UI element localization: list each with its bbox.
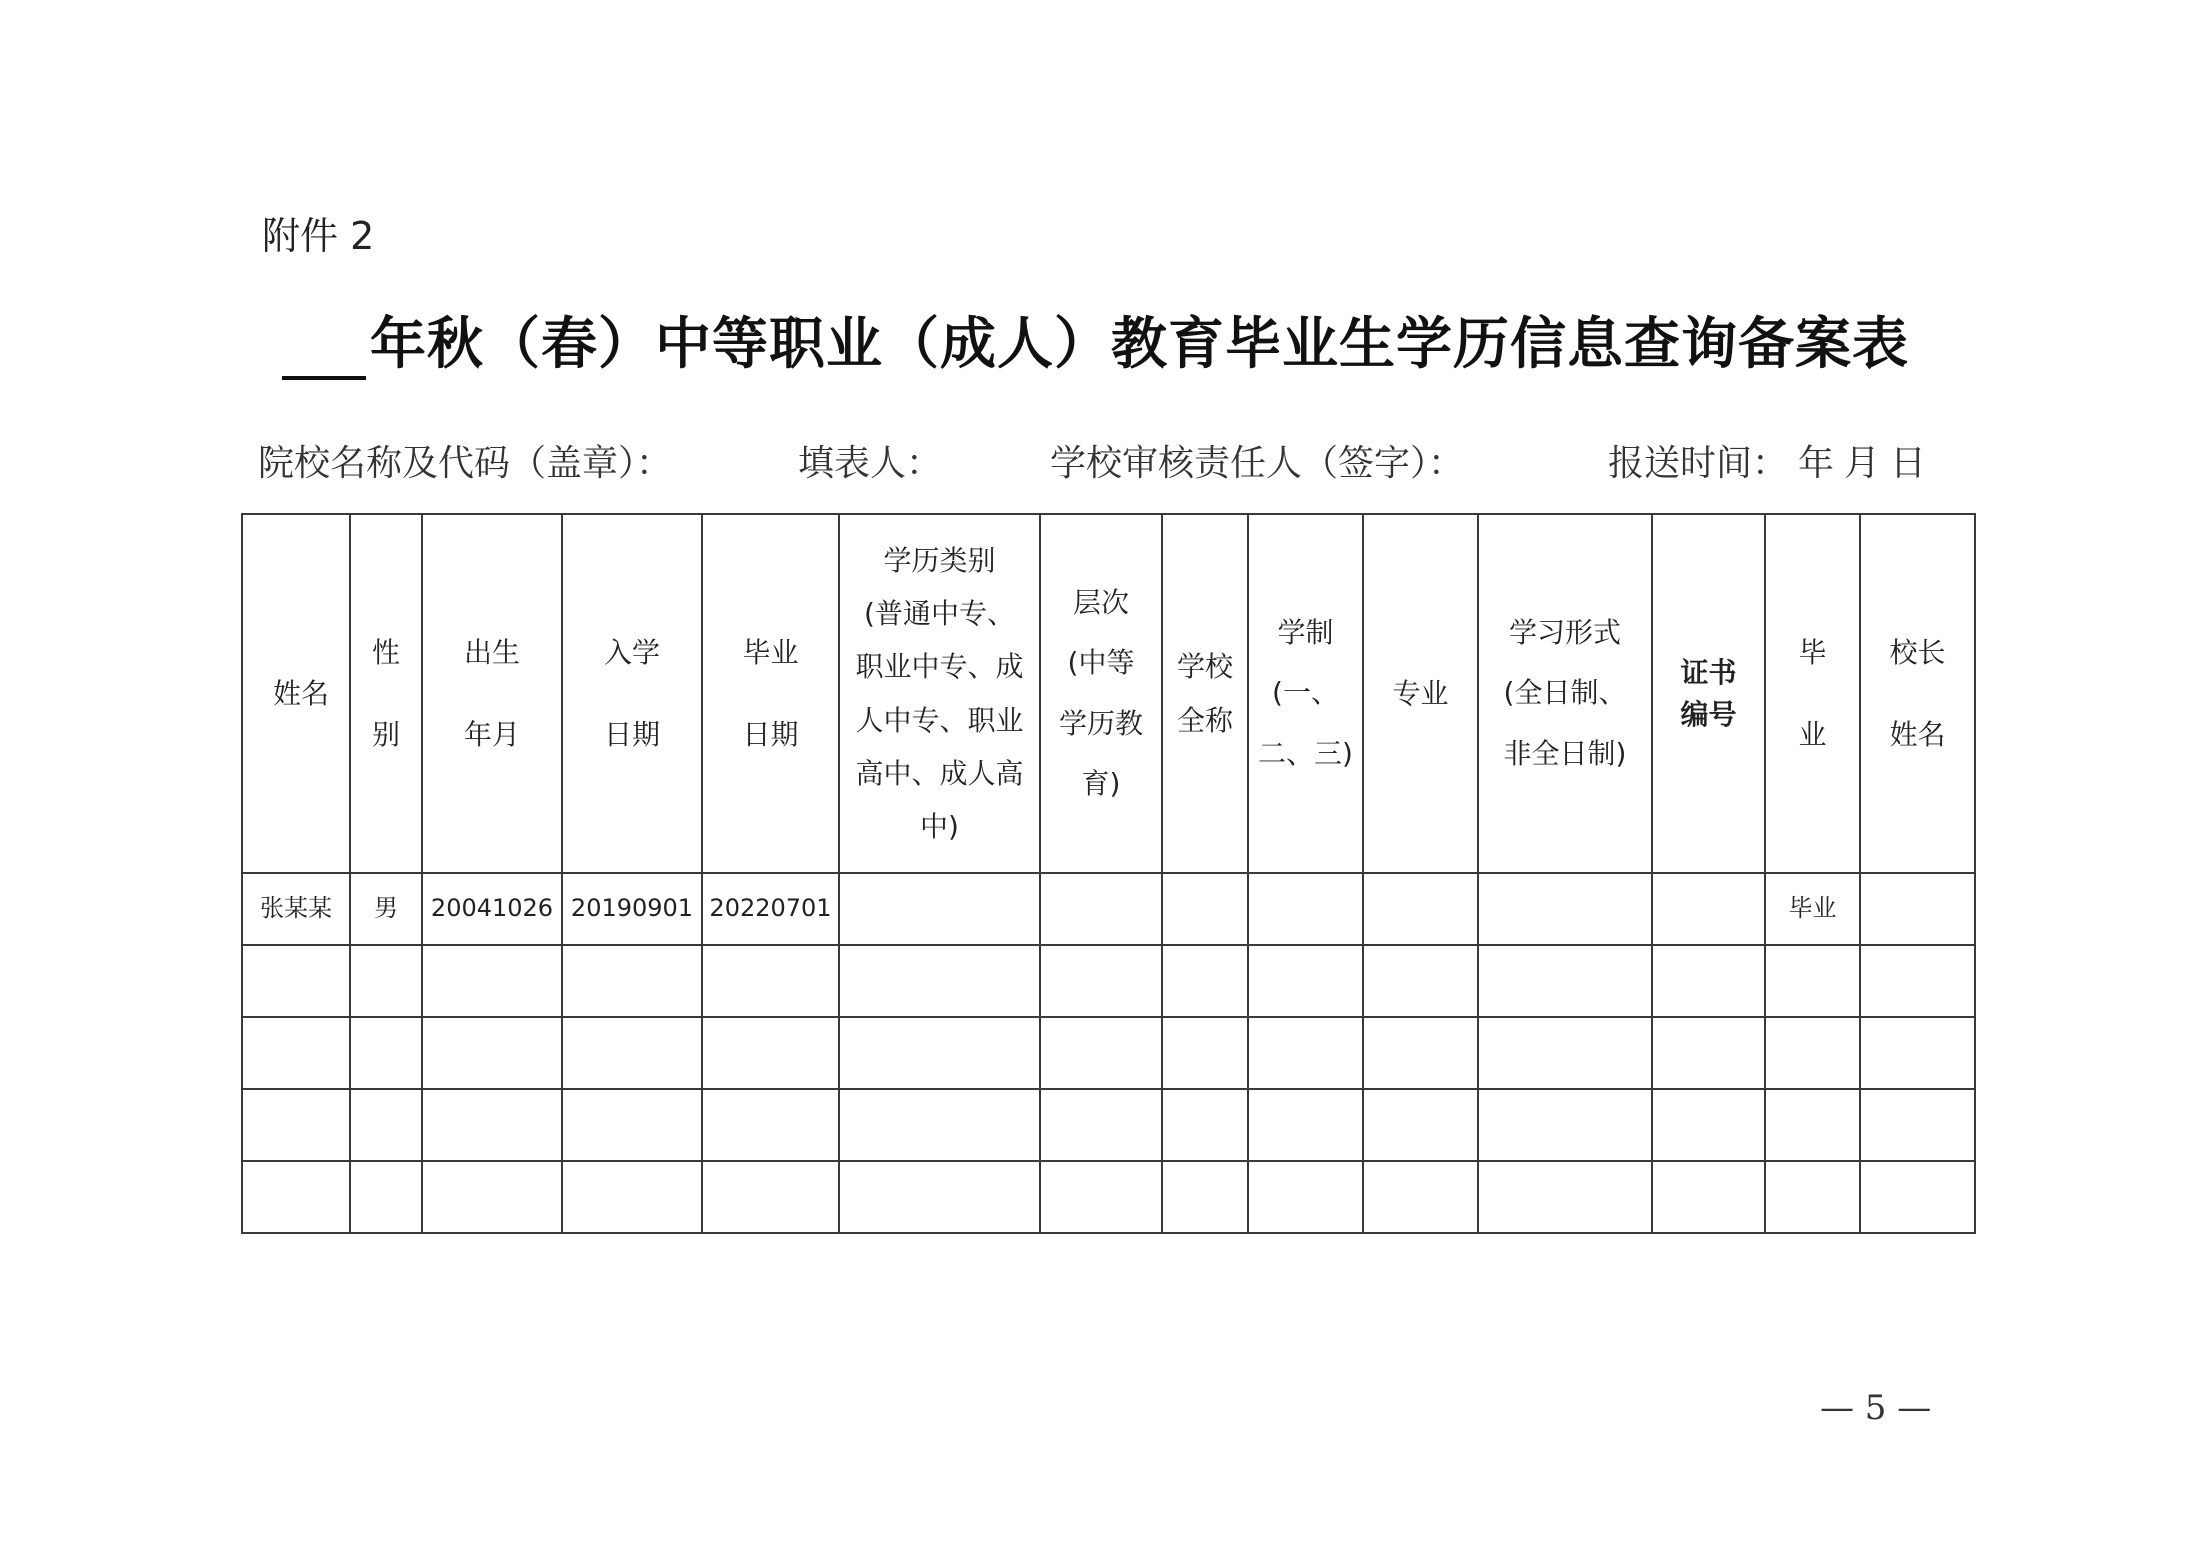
cell-category[interactable] <box>839 1161 1040 1233</box>
cell-level[interactable] <box>1040 1089 1162 1161</box>
cell-principal[interactable] <box>1860 1089 1975 1161</box>
cell-enroll[interactable] <box>562 945 702 1017</box>
cell-name[interactable] <box>242 1017 350 1089</box>
cell-status[interactable]: 毕业 <box>1765 873 1860 945</box>
header-row <box>242 514 1975 873</box>
cell-school[interactable] <box>1162 945 1248 1017</box>
header-line: 学制 <box>1277 616 1334 650</box>
page-number: — 5 — <box>1820 1388 1932 1428</box>
cell-level[interactable] <box>1040 945 1162 1017</box>
cell-study-form[interactable] <box>1478 1089 1652 1161</box>
cell-graduate[interactable]: 20220701 <box>702 873 839 945</box>
reviewer-field: 学校审核责任人（签字）： <box>1050 443 1465 484</box>
date-day: 日 <box>1890 443 1927 484</box>
cell-certificate[interactable] <box>1652 1017 1765 1089</box>
header-line: 证书 <box>1680 655 1737 689</box>
header-graduate-date <box>702 514 839 873</box>
header-line: (一、 <box>1272 676 1339 710</box>
cell-graduate[interactable] <box>702 945 839 1017</box>
cell-major[interactable] <box>1363 1089 1478 1161</box>
cell-principal[interactable] <box>1860 945 1975 1017</box>
header-name <box>242 514 350 873</box>
cell-principal[interactable] <box>1860 873 1975 945</box>
header-line: 日期 <box>603 717 660 751</box>
header-line: 别 <box>371 717 400 751</box>
header-duration <box>1248 514 1363 873</box>
header-line: 业 <box>1798 717 1827 751</box>
cell-enroll[interactable] <box>562 1017 702 1089</box>
header-education-category <box>839 514 1040 873</box>
header-graduation-status <box>1765 514 1860 873</box>
cell-birth[interactable] <box>422 1161 562 1233</box>
cell-graduate[interactable] <box>702 1089 839 1161</box>
cell-major[interactable] <box>1363 945 1478 1017</box>
cell-study-form[interactable] <box>1478 1017 1652 1089</box>
cell-enroll[interactable] <box>562 1089 702 1161</box>
year-blank[interactable] <box>282 324 366 380</box>
form-title-wrap <box>282 300 1982 380</box>
header-school-name <box>1162 514 1248 873</box>
cell-birth[interactable] <box>422 1017 562 1089</box>
cell-level[interactable] <box>1040 1161 1162 1233</box>
cell-principal[interactable] <box>1860 1017 1975 1089</box>
cell-school[interactable] <box>1162 1017 1248 1089</box>
date-year: 年 <box>1798 443 1835 484</box>
header-line: 日期 <box>742 717 799 751</box>
cell-category[interactable] <box>839 873 1040 945</box>
header-line: 人中专、职业 <box>855 703 1024 737</box>
cell-certificate[interactable] <box>1652 1161 1765 1233</box>
header-line: 高中、成人高 <box>855 756 1024 790</box>
cell-school[interactable] <box>1162 873 1248 945</box>
cell-study-form[interactable] <box>1478 1161 1652 1233</box>
header-enroll-date <box>562 514 702 873</box>
cell-status[interactable] <box>1765 945 1860 1017</box>
cell-status[interactable] <box>1765 1017 1860 1089</box>
table-row <box>242 945 1975 1017</box>
header-line: 姓名 <box>1889 717 1946 751</box>
header-line: 二、三) <box>1258 736 1353 770</box>
cell-birth[interactable]: 20041026 <box>422 873 562 945</box>
cell-name[interactable] <box>242 1089 350 1161</box>
header-line: 毕 <box>1798 636 1827 670</box>
header-line: 年月 <box>463 717 520 751</box>
cell-enroll[interactable] <box>562 1161 702 1233</box>
header-study-form <box>1478 514 1652 873</box>
cell-duration[interactable] <box>1248 873 1363 945</box>
header-line: 学校 <box>1176 650 1233 684</box>
header-line: 编号 <box>1680 697 1737 731</box>
cell-duration[interactable] <box>1248 1089 1363 1161</box>
header-line: 学历类别 <box>883 543 996 577</box>
cell-status[interactable] <box>1765 1161 1860 1233</box>
table-row <box>242 1161 1975 1233</box>
cell-major[interactable] <box>1363 873 1478 945</box>
header-line: 层次 <box>1072 586 1129 620</box>
cell-enroll[interactable]: 20190901 <box>562 873 702 945</box>
cell-duration[interactable] <box>1248 1017 1363 1089</box>
form-title: 年秋（春）中等职业（成人）教育毕业生学历信息查询备案表 <box>370 312 1909 377</box>
cell-status[interactable] <box>1765 1089 1860 1161</box>
header-gender <box>350 514 422 873</box>
cell-certificate[interactable] <box>1652 1089 1765 1161</box>
header-line: (普通中专、 <box>864 597 1015 631</box>
cell-major[interactable] <box>1363 1161 1478 1233</box>
header-line: (全日制、 <box>1503 676 1627 710</box>
header-line: 专业 <box>1392 676 1449 710</box>
header-line: 中) <box>920 809 959 843</box>
cell-duration[interactable] <box>1248 1161 1363 1233</box>
cell-duration[interactable] <box>1248 945 1363 1017</box>
header-line: (中等 <box>1067 646 1135 680</box>
cell-name[interactable] <box>242 1161 350 1233</box>
table-row <box>242 873 1975 945</box>
header-major <box>1363 514 1478 873</box>
cell-category[interactable] <box>839 1089 1040 1161</box>
cell-major[interactable] <box>1363 1017 1478 1089</box>
cell-gender[interactable] <box>350 945 422 1017</box>
cell-school[interactable] <box>1162 1089 1248 1161</box>
cell-birth[interactable] <box>422 945 562 1017</box>
cell-name[interactable] <box>242 945 350 1017</box>
cell-certificate[interactable] <box>1652 945 1765 1017</box>
header-line: 学习形式 <box>1508 616 1621 650</box>
header-certificate <box>1652 514 1765 873</box>
submission-date-field <box>1608 435 1936 486</box>
header-line: 校长 <box>1889 636 1946 670</box>
cell-gender[interactable] <box>350 1161 422 1233</box>
cell-graduate[interactable] <box>702 1017 839 1089</box>
header-line: 姓名 <box>272 676 329 710</box>
attachment-label: 附件 2 <box>262 214 375 258</box>
header-principal <box>1860 514 1975 873</box>
record-table <box>241 513 1976 1234</box>
header-line: 出生 <box>463 636 520 670</box>
cell-study-form[interactable] <box>1478 945 1652 1017</box>
cell-gender[interactable] <box>350 1017 422 1089</box>
cell-study-form[interactable] <box>1478 873 1652 945</box>
header-line: 毕业 <box>742 636 799 670</box>
header-line: 非全日制) <box>1503 736 1627 770</box>
header-line: 全称 <box>1176 703 1233 737</box>
cell-level[interactable] <box>1040 1017 1162 1089</box>
cell-category[interactable] <box>839 1017 1040 1089</box>
cell-graduate[interactable] <box>702 1161 839 1233</box>
cell-level[interactable] <box>1040 873 1162 945</box>
filler-field: 填表人： <box>798 443 943 484</box>
cell-gender[interactable] <box>350 1089 422 1161</box>
header-line: 性 <box>371 636 400 670</box>
school-name-field: 院校名称及代码（盖章）： <box>258 443 673 484</box>
cell-certificate[interactable] <box>1652 873 1765 945</box>
submission-date-label: 报送时间： <box>1608 443 1789 484</box>
date-month: 月 <box>1844 443 1881 484</box>
header-line: 职业中专、成 <box>855 650 1024 684</box>
cell-principal[interactable] <box>1860 1161 1975 1233</box>
header-line: 学历教 <box>1058 706 1143 740</box>
cell-category[interactable] <box>839 945 1040 1017</box>
table-row <box>242 1017 1975 1089</box>
header-level <box>1040 514 1162 873</box>
header-line: 入学 <box>603 636 660 670</box>
cell-birth[interactable] <box>422 1089 562 1161</box>
cell-gender[interactable]: 男 <box>350 873 422 945</box>
header-birth <box>422 514 562 873</box>
cell-school[interactable] <box>1162 1161 1248 1233</box>
header-line: 育) <box>1081 766 1121 800</box>
table-row <box>242 1089 1975 1161</box>
cell-name[interactable]: 张某某 <box>242 873 350 945</box>
